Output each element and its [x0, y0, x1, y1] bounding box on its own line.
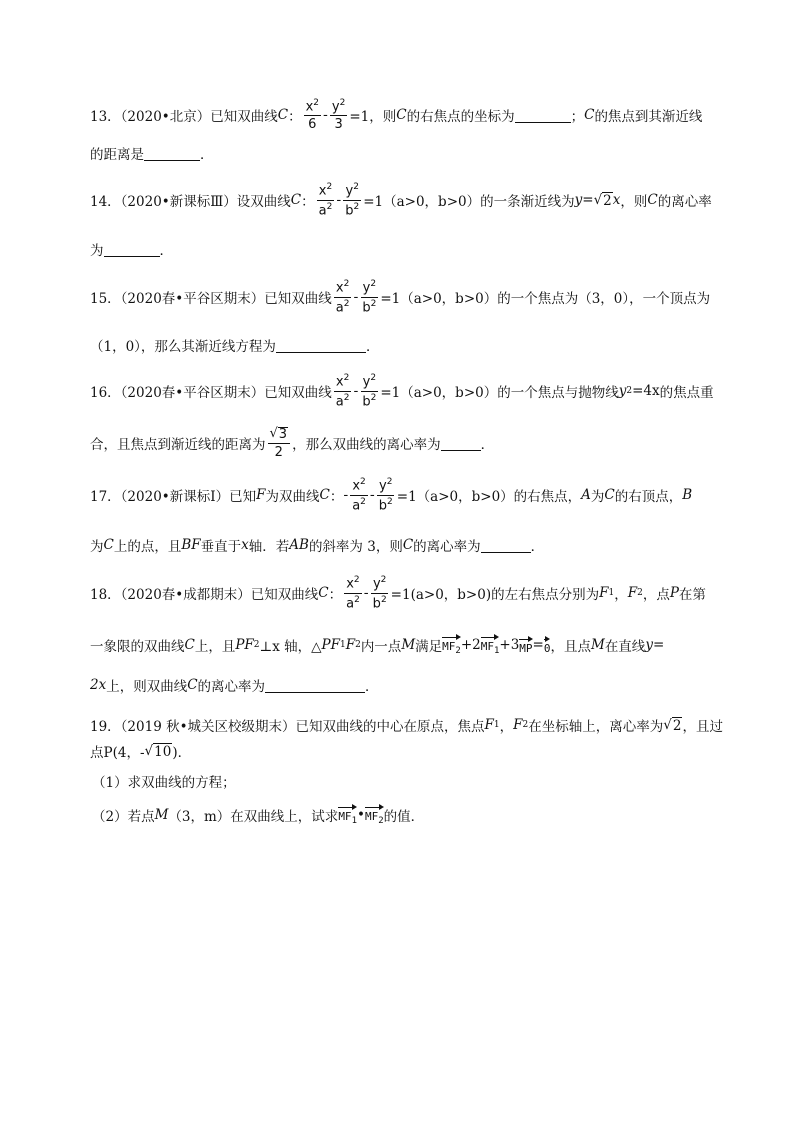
- question-18-line-3: 2x 上，则双曲线 C 的离心率为 ．: [90, 677, 379, 695]
- question-19-part-1: （1）求双曲线的方程；: [92, 775, 236, 791]
- answer-blank[interactable]: [104, 242, 160, 257]
- question-13-line-2: 的距离是 ．: [90, 147, 214, 163]
- question-18-line-2: 一象限的双曲线 C 上，且 PF 2 ⊥x 轴，△ PF 1 F 2 内一点 M 满足 $MF_2$ +2 $MF_1$ +3 MP = 0 ，且点 M 在直线 y=: [90, 630, 664, 660]
- vector-mf2: $MF_2$: [442, 634, 461, 656]
- question-15-line-1: 15．（2020春•平谷区期末）已知双曲线 $\frac{x^2}{a^2}$ - $\frac{y^2}{b^2}$ =1（a>0，b>0）的一个焦点为（3，0），一个顶点为: [90, 279, 711, 315]
- question-15-number: 15．（2020春•平谷区期末）已知双曲线: [90, 291, 332, 307]
- question-19-part-2: （2）若点 M （3，m）在双曲线上，试求 $MF_1$ • $MF_2$ 的值．: [92, 800, 424, 830]
- question-16-line-1: 16．（2020春•平谷区期末）已知双曲线 $\frac{x^2}{a^2}$ - $\frac{y^2}{b^2}$ =1（a>0，b>0）的一个焦点与抛物线 y 2 =4x 的焦点重: [90, 373, 714, 409]
- answer-blank[interactable]: [265, 678, 365, 693]
- question-19-line-1: 19．（2019 秋•城关区校级期末）已知双曲线的中心在原点，焦点 F 1 ， F 2 在坐标轴上，离心率为 √ 2 ，且过: [90, 716, 723, 735]
- question-15-line-2: （1，0），那么其渐近线方程为 ．: [90, 339, 380, 355]
- question-18-number: 18．（2020春•成都期末）已知双曲线: [90, 587, 319, 603]
- question-19-line-2: 点P(4，- √ 10 )．: [90, 742, 192, 761]
- question-17-line-2: 为 C 上的点，且 BF 垂直于 x 轴．若 AB 的斜率为 3，则 C 的离心率为 ．: [90, 537, 545, 555]
- answer-blank[interactable]: [441, 436, 481, 451]
- question-16-line-2: 合，且焦点到渐近线的距离为 √ 3 2 ，那么双曲线的离心率为 ．: [90, 426, 495, 460]
- question-17-line-1: 17．（2020•新课标Ⅰ）已知 F 为双曲线 C ： - $\frac{x^2}{a^2}$ - $\frac{y^2}{b^2}$ =1（a>0，b>0）的右焦点， A 为 C 的右顶点， B: [90, 477, 693, 513]
- fraction-y2-over-3: $\frac{y^2}{3}$: [331, 97, 346, 133]
- answer-blank[interactable]: [276, 338, 366, 353]
- question-14-line-2: 为 ．: [90, 243, 173, 259]
- vector-mp: MP: [519, 636, 532, 655]
- question-18-line-1: 18．（2020春•成都期末）已知双曲线 C ： $\frac{x^2}{a^2}$ - $\frac{y^2}{b^2}$ =1(a>0，b>0)的左右焦点分别为 F 1 ， F 2 ，点 P 在第: [90, 575, 706, 611]
- fraction-x2-over-6: $\frac{x^2}{6}$: [305, 97, 320, 133]
- question-14-number: 14．（2020•新课标Ⅲ）设双曲线: [90, 194, 291, 210]
- fraction-sqrt3-over-2: √ 3 2: [268, 427, 291, 459]
- question-19-number: 19．（2019 秋•城关区校级期末）已知双曲线的中心在原点，焦点: [90, 719, 485, 735]
- vector-zero: 0: [544, 636, 551, 655]
- answer-blank[interactable]: [515, 108, 571, 123]
- question-13-line-1: 13．（2020•北京）已知双曲线 C ： $\frac{x^2}{6}$ - $\frac{y^2}{3}$ =1，则 C 的右焦点的坐标为 ； C 的焦点到其渐近线: [90, 97, 703, 133]
- question-14-line-1: 14．（2020•新课标Ⅲ）设双曲线 C ： $\frac{x^2}{a^2}$ - $\frac{y^2}{b^2}$ =1（a>0，b>0）的一条渐近线为 y= √ 2 x ，则 C 的离心率: [90, 182, 712, 218]
- question-16-number: 16．（2020春•平谷区期末）已知双曲线: [90, 385, 332, 401]
- answer-blank[interactable]: [481, 538, 531, 553]
- question-13-number: 13．（2020•北京）已知双曲线: [90, 109, 278, 125]
- answer-blank[interactable]: [144, 146, 200, 161]
- sqrt-2: √ 2: [593, 191, 612, 209]
- question-17-number: 17．（2020•新课标Ⅰ）已知: [90, 489, 257, 505]
- vector-mf1: $MF_1$: [481, 634, 500, 656]
